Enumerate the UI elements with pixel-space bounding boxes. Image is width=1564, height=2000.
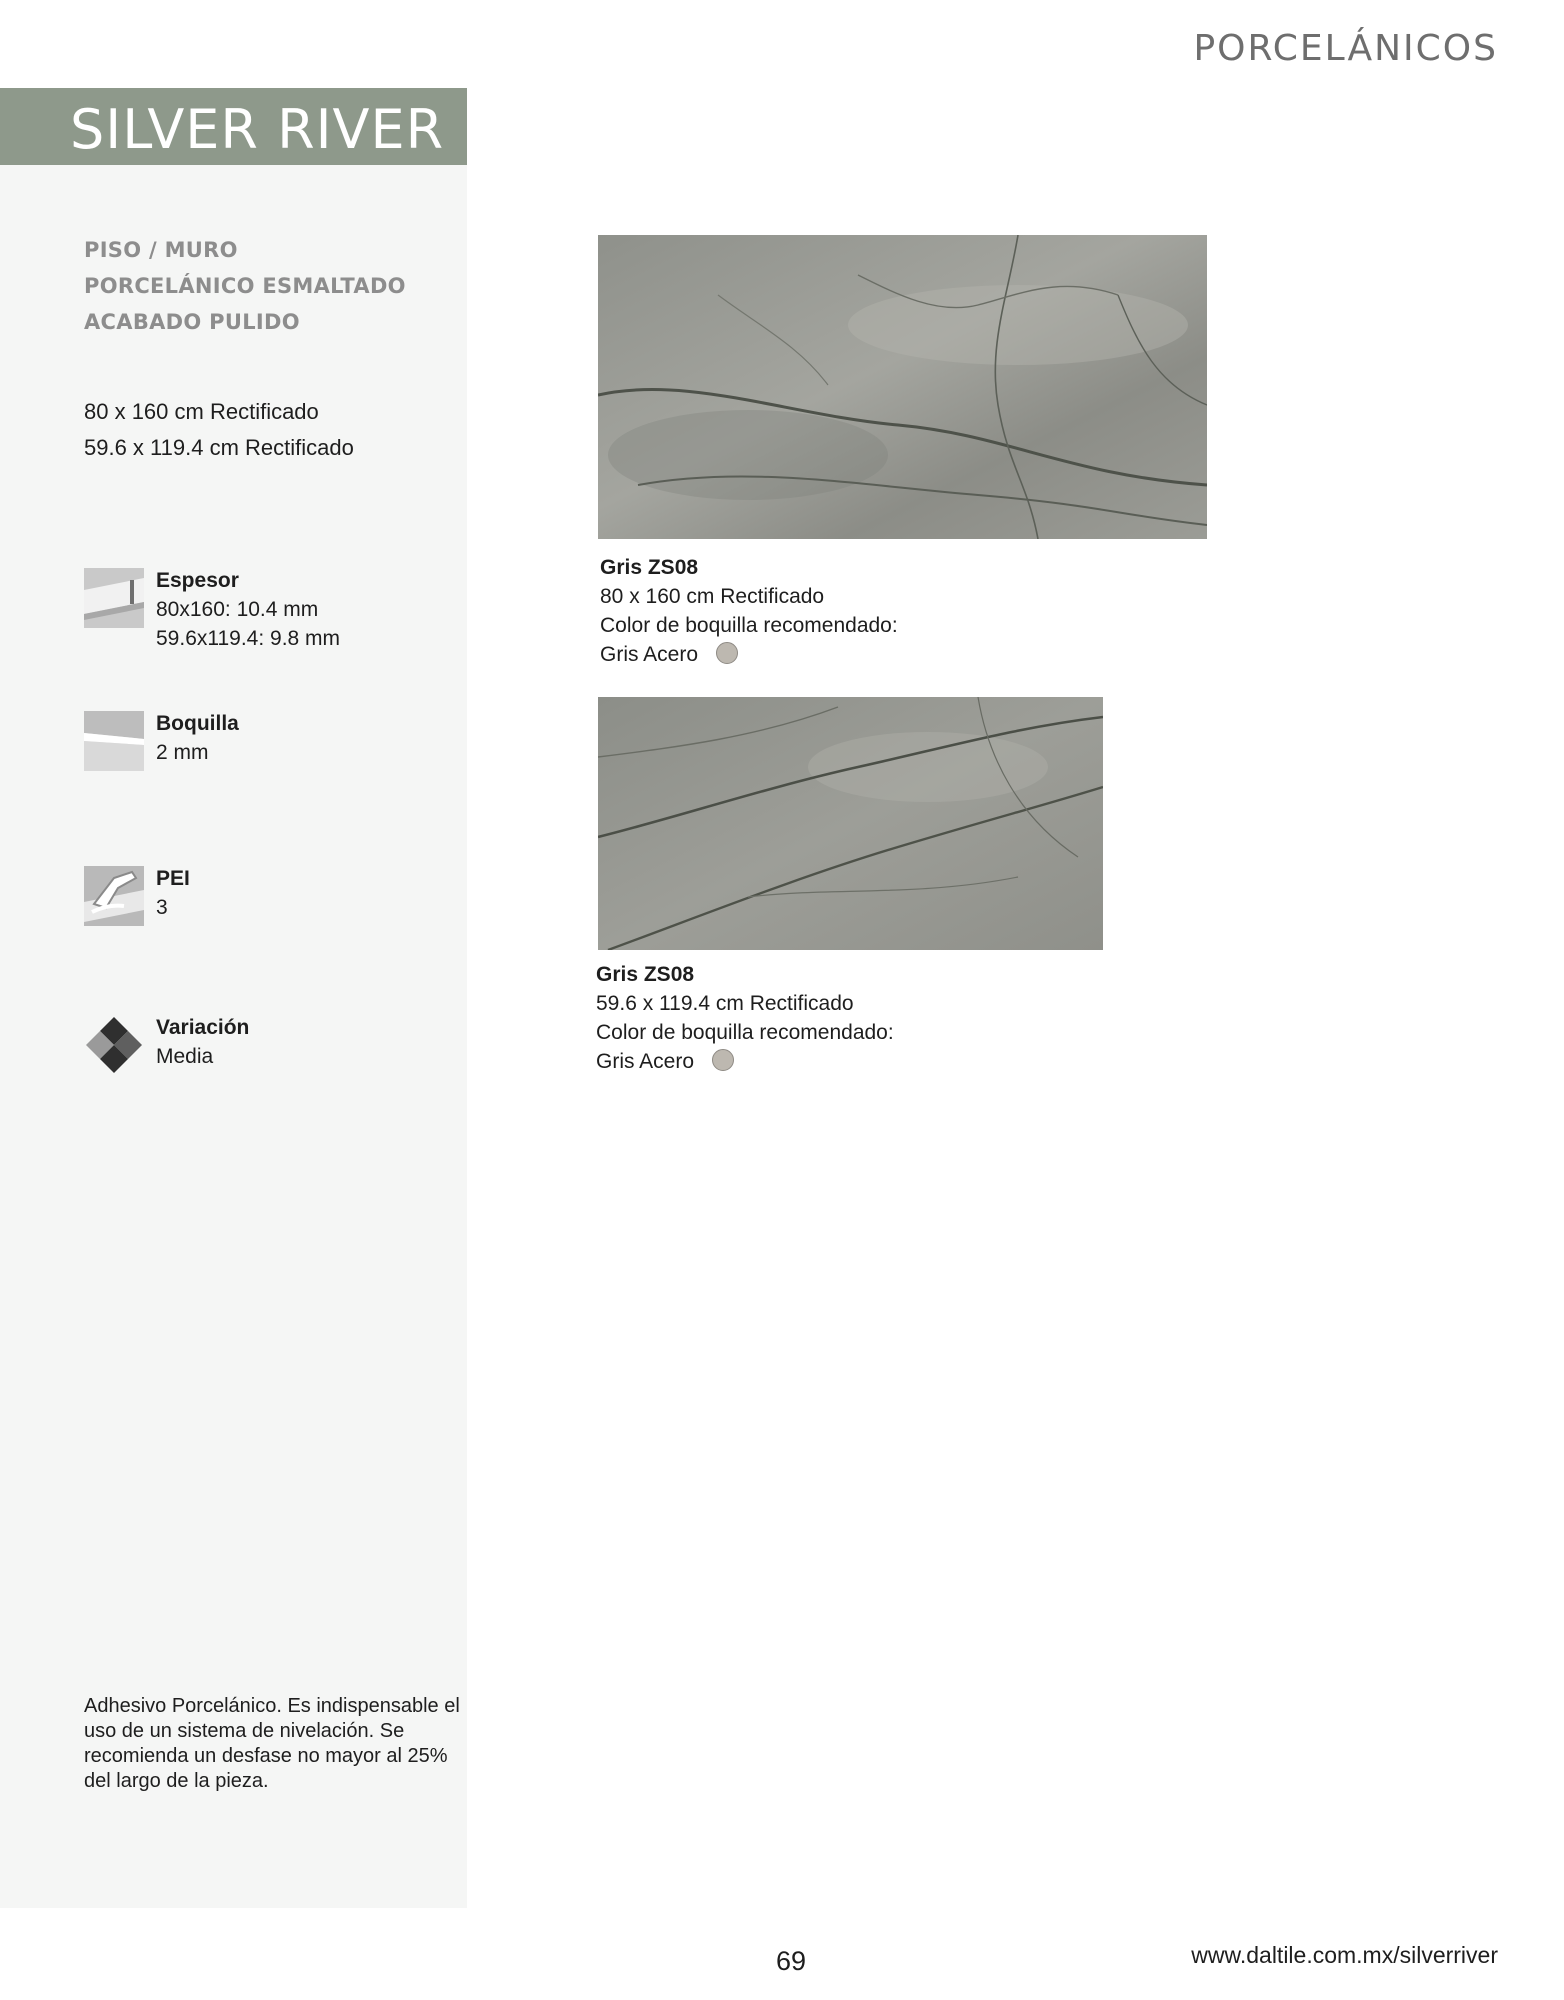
thickness-icon: [84, 568, 144, 628]
tile-caption-80x160: [600, 553, 898, 669]
spec-material: PORCELÁNICO ESMALTADO: [84, 274, 406, 298]
page-number: 69: [776, 1946, 807, 1976]
pei-label: PEI: [156, 867, 190, 890]
grout-joint-icon: [84, 711, 144, 771]
tile-name: Gris ZS08: [600, 556, 699, 579]
variation-diamond-icon: [84, 1015, 144, 1075]
spec-application: PISO / MURO: [84, 238, 238, 262]
grout-color-swatch: [712, 1049, 734, 1071]
website-link[interactable]: www.daltile.com.mx/silverriver: [1191, 1942, 1498, 1968]
product-formats: [84, 394, 354, 466]
spec-finish: ACABADO PULIDO: [84, 310, 300, 334]
pei-value: 3: [156, 896, 168, 919]
espesor-value-80x160: 80x160: 10.4 mm: [156, 598, 319, 621]
boquilla-value: 2 mm: [156, 741, 209, 764]
tile-caption-59x119: [596, 960, 894, 1076]
espesor-value-59x119: 59.6x119.4: 9.8 mm: [156, 627, 341, 650]
format-80x160: 80 x 160 cm Rectificado: [84, 399, 319, 424]
grout-color-row: [600, 640, 898, 669]
product-specs: [84, 232, 406, 340]
variacion-label: Variación: [156, 1016, 250, 1039]
tile-image-59x119: [598, 697, 1103, 950]
grout-label: Color de boquilla recomendado:: [596, 1021, 894, 1044]
grout-color-name: Gris Acero: [596, 1050, 695, 1073]
espesor-label: Espesor: [156, 569, 239, 592]
grout-color-swatch: [716, 642, 738, 664]
tile-name: Gris ZS08: [596, 963, 695, 986]
tile-size: 80 x 160 cm Rectificado: [600, 585, 825, 608]
tile-image-80x160: [598, 235, 1207, 539]
tile-size: 59.6 x 119.4 cm Rectificado: [596, 992, 854, 1015]
section-title: PORCELÁNICOS: [1193, 28, 1498, 69]
format-59x119: 59.6 x 119.4 cm Rectificado: [84, 435, 354, 460]
grout-color-name: Gris Acero: [600, 643, 699, 666]
boquilla-label: Boquilla: [156, 712, 239, 735]
pei-wear-icon: [84, 866, 144, 926]
product-name: SILVER RIVER: [70, 98, 445, 161]
installation-note: Adhesivo Porcelánico. Es indispensable el uso de un sistema de nivelación. Se recomienda un desfase no mayor al 25% del largo de la pieza.: [84, 1695, 460, 1792]
variacion-value: Media: [156, 1045, 214, 1068]
grout-color-row: [596, 1047, 894, 1076]
grout-label: Color de boquilla recomendado:: [600, 614, 898, 637]
